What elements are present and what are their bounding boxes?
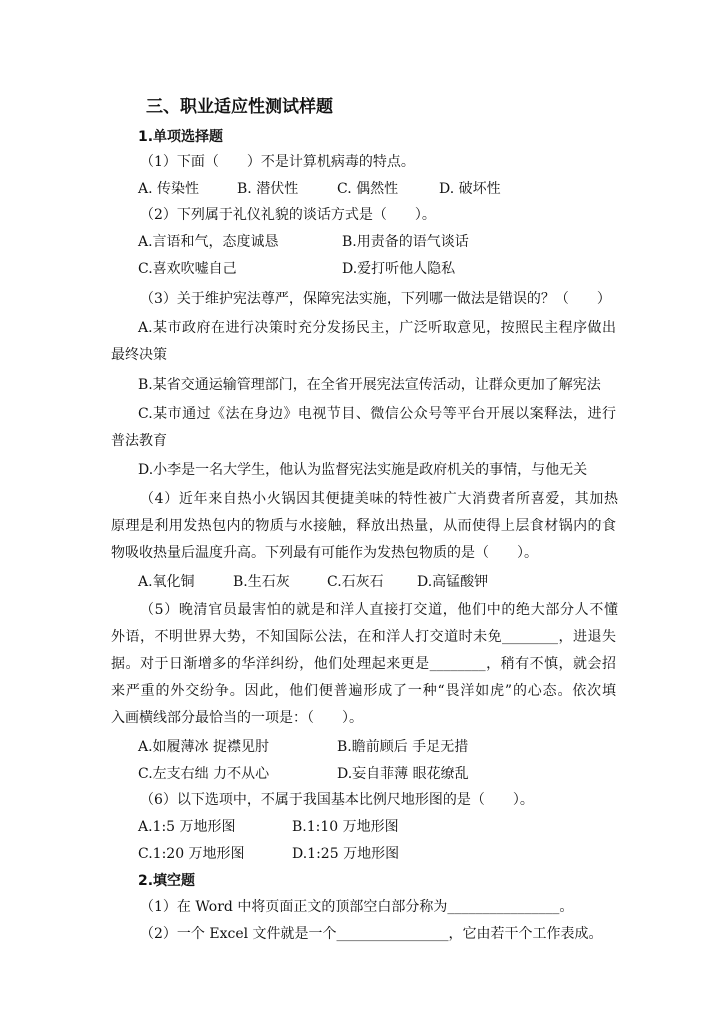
question-2-option-b: B.用责备的语气谈话 (342, 234, 469, 250)
question-1-option-c: C. 偶然性 (337, 181, 399, 197)
question-3-option-c-line-1: C.某市通过《法在身边》电视节目、微信公众号等平台开展以案释法，进行 (138, 406, 616, 422)
question-4-line-2: 原理是利用发热包内的物质与水接触，释放出热量，从而使得上层食材锅内的食 (111, 518, 616, 534)
question-6-option-c: C.1:20 万地形图 (138, 846, 245, 862)
question-5-option-c: C.左支右绌 力不从心 (138, 766, 270, 782)
question-4-option-d: D.高锰酸钾 (417, 574, 489, 590)
question-5-line-2: 外语，不明世界大势，不知国际公法，在和洋人打交道时未免________，进退失 (111, 629, 616, 645)
question-4-line-3: 物吸收热量后温度升高。下列最有可能作为发热包物质的是（ ）。 (111, 545, 538, 561)
question-5-line-4: 来严重的外交纷争。因此，他们便普遍形成了一种“畏洋如虎”的心态。依次填 (111, 683, 616, 699)
question-6-option-a: A.1:5 万地形图 (138, 819, 236, 835)
question-3-option-c-line-2: 普法教育 (111, 433, 167, 449)
question-2-option-d: D.爱打听他人隐私 (342, 261, 456, 277)
question-1-option-a: A. 传染性 (138, 181, 200, 197)
question-6-stem: （6）以下选项中，不属于我国基本比例尺地形图的是（ ）。 (140, 792, 534, 808)
question-5-line-5: 入画横线部分最恰当的一项是：（ ）。 (111, 710, 363, 726)
question-1-option-d: D. 破坏性 (439, 181, 501, 197)
section-heading-single-choice: 1.单项选择题 (138, 129, 224, 145)
question-2-option-a: A.言语和气，态度诚恳 (138, 234, 279, 250)
question-2-stem: （2）下列属于礼仪礼貌的谈话方式是（ ）。 (140, 207, 436, 223)
section-heading-fill-blank: 2.填空题 (138, 873, 196, 889)
question-3-option-d: D.小李是一名大学生，他认为监督宪法实施是政府机关的事情，与他无关 (138, 462, 588, 478)
question-5-option-d: D.妄自菲薄 眼花缭乱 (337, 766, 469, 782)
question-3-option-a-line-2: 最终决策 (111, 347, 167, 363)
question-6-option-b: B.1:10 万地形图 (292, 819, 399, 835)
question-6-option-d: D.1:25 万地形图 (292, 846, 400, 862)
question-1-stem: （1）下面（ ）不是计算机病毒的特点。 (140, 154, 415, 170)
fill-question-1: （1）在 Word 中将页面正文的顶部空白部分称为________________。 (140, 899, 574, 915)
page-title: 三、职业适应性测试样题 (146, 97, 333, 117)
question-5-line-3: 据。对于日渐增多的华洋纠纷，他们处理起来更是________，稍有不慎，就会招 (111, 656, 616, 672)
question-5-option-b: B.瞻前顾后 手足无措 (337, 739, 469, 755)
question-1-option-b: B. 潜伏性 (237, 181, 299, 197)
question-4-option-c: C.石灰石 (327, 574, 384, 590)
question-2-option-c: C.喜欢吹嘘自己 (138, 261, 237, 277)
question-3-option-b: B.某省交通运输管理部门，在全省开展宪法宣传活动，让群众更加了解宪法 (138, 377, 601, 393)
question-4-option-a: A.氧化铜 (138, 574, 195, 590)
question-3-option-a-line-1: A.某市政府在进行决策时充分发扬民主，广泛听取意见，按照民主程序做出 (138, 320, 616, 336)
question-3-stem: （3）关于维护宪法尊严，保障宪法实施，下列哪一做法是错误的？（ ） (140, 291, 611, 307)
question-5-option-a: A.如履薄冰 捉襟见肘 (138, 739, 270, 755)
fill-question-2: （2）一个 Excel 文件就是一个________________，它由若干个工作表成。 (140, 926, 603, 942)
question-4-option-b: B.生石灰 (233, 574, 290, 590)
question-5-line-1: （5）晚清官员最害怕的就是和洋人直接打交道，他们中的绝大部分人不懂 (140, 602, 618, 618)
question-4-line-1: （4）近年来自热小火锅因其便捷美味的特性被广大消费者所喜爱，其加热 (140, 491, 618, 507)
